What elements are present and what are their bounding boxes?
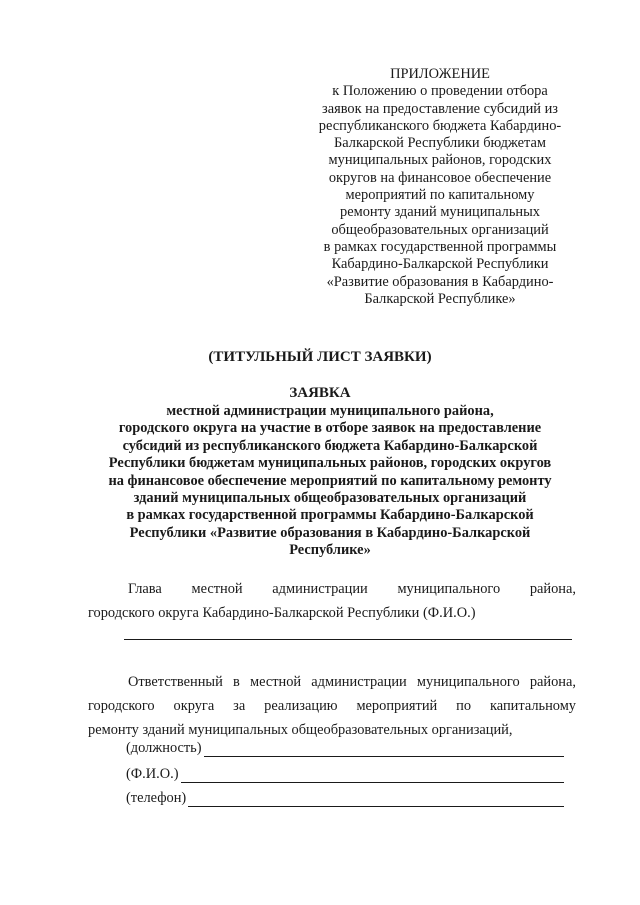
responsible-paragraph <box>88 670 576 742</box>
appendix-line: Кабардино-Балкарской Республики <box>331 256 549 273</box>
subheading-line: субсидий из республиканского бюджета Кабардино-Балкарской <box>122 437 538 454</box>
appendix-line: в рамках государственной программы <box>323 238 557 255</box>
application-heading: ЗАЯВКА <box>289 385 351 401</box>
subheading-line: Республики бюджетам муниципальных районов, городских округов <box>108 455 552 472</box>
position-field[interactable] <box>126 740 564 757</box>
appendix-line: к Положению о проведении отбора <box>332 83 548 100</box>
head-line-1: Глава местной администрации муниципального района, <box>128 581 576 597</box>
head-paragraph <box>88 577 576 625</box>
head-line-2: городского округа Кабардино-Балкарской Республики (Ф.И.О.) <box>88 605 476 621</box>
phone-blank-line[interactable] <box>188 792 564 807</box>
position-label: (должность) <box>126 740 202 756</box>
appendix-line: мероприятий по капитальному <box>345 187 535 204</box>
appendix-line: муниципальных районов, городских <box>328 152 552 169</box>
phone-field[interactable] <box>126 790 564 807</box>
head-signature-line[interactable] <box>124 639 572 640</box>
subheading-line: в рамках государственной программы Кабардино-Балкарской <box>126 507 534 524</box>
document-title: (ТИТУЛЬНЫЙ ЛИСТ ЗАЯВКИ) <box>208 349 432 365</box>
subheading-line: на финансовое обеспечение мероприятий по капитальному ремонту <box>108 472 552 489</box>
subheading-line: Республике» <box>289 542 371 559</box>
appendix-line: округов на финансовое обеспечение <box>328 169 552 186</box>
fio-field[interactable] <box>126 766 564 783</box>
appendix-block <box>300 66 580 308</box>
subheading-line: зданий муниципальных общеобразовательных организаций <box>133 490 527 507</box>
responsible-line-3: ремонту зданий муниципальных общеобразовательных организаций, <box>88 722 513 738</box>
subheading-line: местной администрации муниципального района, <box>166 403 494 419</box>
appendix-line: Балкарской Республики бюджетам <box>333 135 546 152</box>
appendix-line: республиканского бюджета Кабардино- <box>318 117 562 134</box>
subheading-line: Республики «Развитие образования в Кабардино-Балкарской <box>129 524 531 541</box>
appendix-line: заявок на предоставление субсидий из <box>322 100 558 117</box>
position-blank-line[interactable] <box>204 742 564 757</box>
subheading-line: городского округа на участие в отборе заявок на предоставление <box>118 420 542 437</box>
fio-label: (Ф.И.О.) <box>126 766 179 782</box>
application-subheading <box>80 403 580 560</box>
responsible-line-1: Ответственный в местной администрации муниципального района, <box>128 674 576 690</box>
appendix-line: ремонту зданий муниципальных <box>340 204 540 221</box>
appendix-line: Балкарской Республике» <box>364 290 516 307</box>
fio-blank-line[interactable] <box>181 768 564 783</box>
appendix-heading: ПРИЛОЖЕНИЕ <box>390 66 490 82</box>
appendix-line: «Развитие образования в Кабардино- <box>326 273 554 290</box>
appendix-line: общеобразовательных организаций <box>331 221 549 238</box>
phone-label: (телефон) <box>126 790 187 806</box>
responsible-line-2: городского округа за реализацию мероприятий по капитальному <box>88 698 576 714</box>
